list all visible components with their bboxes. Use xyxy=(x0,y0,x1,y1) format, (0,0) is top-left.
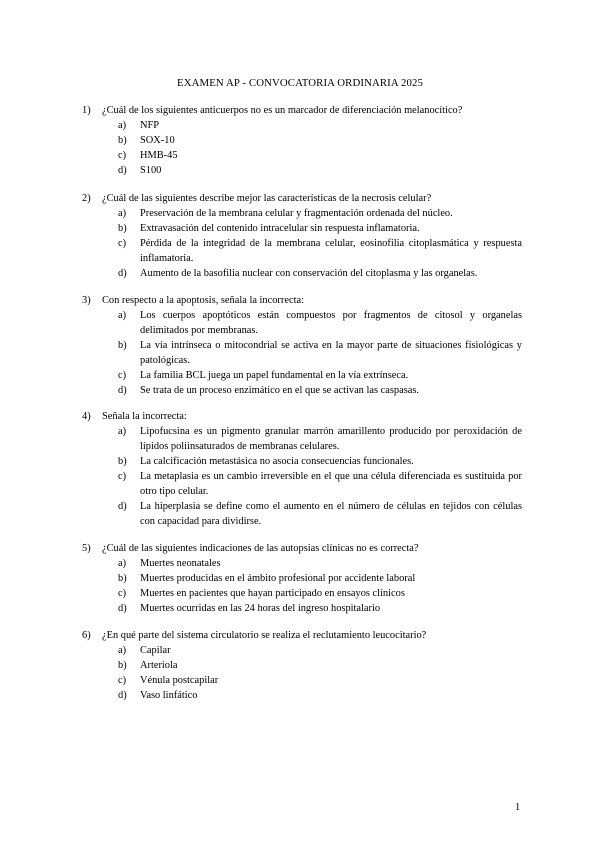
option-c xyxy=(82,368,522,383)
question-number: 3) xyxy=(82,295,91,306)
option-letter: b) xyxy=(118,340,127,351)
option-d xyxy=(82,601,522,616)
option-letter: a) xyxy=(118,310,127,321)
option-letter: c) xyxy=(118,150,127,161)
option-letter: d) xyxy=(118,385,127,396)
question-text: ¿Cuál de los siguientes anticuerpos no es un marcador de diferenciación melanocítico? xyxy=(102,105,463,116)
option-letter: c) xyxy=(118,675,127,686)
option-text: Extravasación del contenido intracelular sin respuesta inflamatoria. xyxy=(140,223,420,234)
question-number: 4) xyxy=(82,411,91,422)
option-letter: d) xyxy=(118,501,127,512)
option-b xyxy=(82,221,522,236)
option-text: Pérdida de la integridad de la membrana celular, eosinofilia citoplasmática y respuesta inflamatoria. xyxy=(140,238,522,264)
option-letter: a) xyxy=(118,558,127,569)
option-text: S100 xyxy=(140,165,162,176)
question-text: Señala la incorrecta: xyxy=(102,411,187,422)
option-letter: b) xyxy=(118,660,127,671)
option-a xyxy=(82,424,522,454)
option-d xyxy=(82,688,522,703)
option-letter: b) xyxy=(118,456,127,467)
option-text: HMB-45 xyxy=(140,150,178,161)
question-1 xyxy=(82,103,522,178)
question-number: 1) xyxy=(82,105,91,116)
option-c xyxy=(82,469,522,499)
option-letter: c) xyxy=(118,370,127,381)
option-text: La vía intrínseca o mitocondrial se activa en la mayor parte de situaciones fisiológicas y patológicas. xyxy=(140,340,522,366)
option-c xyxy=(82,148,522,163)
option-text: Muertes neonatales xyxy=(140,558,221,569)
option-text: La calcificación metastásica no asocia consecuencias funcionales. xyxy=(140,456,414,467)
option-letter: c) xyxy=(118,471,127,482)
option-text: La familia BCL juega un papel fundamental en la vía extrínseca. xyxy=(140,370,409,381)
question-text: ¿En qué parte del sistema circulatorio se realiza el reclutamiento leucocitario? xyxy=(102,630,427,641)
option-d xyxy=(82,163,522,178)
option-b xyxy=(82,133,522,148)
option-d xyxy=(82,383,522,398)
page-number: 1 xyxy=(515,802,521,813)
option-b xyxy=(82,454,522,469)
question-2 xyxy=(82,191,522,281)
option-a xyxy=(82,206,522,221)
question-text: Con respecto a la apoptosis, señala la incorrecta: xyxy=(102,295,304,306)
option-c xyxy=(82,236,522,266)
option-a xyxy=(82,556,522,571)
option-letter: a) xyxy=(118,426,127,437)
option-letter: b) xyxy=(118,223,127,234)
option-letter: d) xyxy=(118,268,127,279)
option-text: Aumento de la basofilia nuclear con conservación del citoplasma y las organelas. xyxy=(140,268,478,279)
option-a xyxy=(82,308,522,338)
option-c xyxy=(82,586,522,601)
option-letter: a) xyxy=(118,208,127,219)
option-d xyxy=(82,266,522,281)
option-text: Lipofucsina es un pigmento granular marrón amarillento producido por peroxidación de lípidos poliinsaturados de membranas celulares. xyxy=(140,426,522,452)
question-number: 6) xyxy=(82,630,91,641)
question-text: ¿Cuál de las siguientes indicaciones de las autopsias clínicas no es correcta? xyxy=(102,543,419,554)
option-letter: b) xyxy=(118,135,127,146)
option-text: Muertes en pacientes que hayan participado en ensayos clínicos xyxy=(140,588,405,599)
option-letter: c) xyxy=(118,238,127,249)
question-3 xyxy=(82,293,522,398)
option-b xyxy=(82,658,522,673)
question-text: ¿Cuál de las siguientes describe mejor las características de la necrosis celular? xyxy=(102,193,432,204)
option-text: Preservación de la membrana celular y fragmentación ordenada del núcleo. xyxy=(140,208,453,219)
option-letter: c) xyxy=(118,588,127,599)
page-title: EXAMEN AP - CONVOCATORIA ORDINARIA 2025 xyxy=(177,77,423,89)
option-text: La hiperplasia se define como el aumento en el número de células en tejidos con células con capacidad para dividirse. xyxy=(140,501,522,527)
question-5 xyxy=(82,541,522,616)
option-text: SOX-10 xyxy=(140,135,175,146)
option-b xyxy=(82,571,522,586)
option-letter: a) xyxy=(118,120,127,131)
option-c xyxy=(82,673,522,688)
option-text: La metaplasia es un cambio irreversible en el que una célula diferenciada es sustituida por otro tipo celular. xyxy=(140,471,522,497)
option-b xyxy=(82,338,522,368)
question-number: 5) xyxy=(82,543,91,554)
option-letter: b) xyxy=(118,573,127,584)
option-letter: a) xyxy=(118,645,127,656)
option-text: Capilar xyxy=(140,645,171,656)
option-letter: d) xyxy=(118,603,127,614)
option-text: NFP xyxy=(140,120,160,131)
question-number: 2) xyxy=(82,193,91,204)
option-text: Los cuerpos apoptóticos están compuestos por fragmentos de citosol y organelas delimitados por membranas. xyxy=(140,310,522,336)
option-a xyxy=(82,118,522,133)
option-text: Muertes producidas en el ámbito profesional por accidente laboral xyxy=(140,573,416,584)
option-letter: d) xyxy=(118,690,127,701)
option-a xyxy=(82,643,522,658)
option-text: Se trata de un proceso enzimático en el que se activan las caspasas. xyxy=(140,385,419,396)
option-letter: d) xyxy=(118,165,127,176)
option-text: Vénula postcapilar xyxy=(140,675,219,686)
option-text: Arteriola xyxy=(140,660,178,671)
option-text: Muertes ocurridas en las 24 horas del ingreso hospitalario xyxy=(140,603,381,614)
option-text: Vaso linfático xyxy=(140,690,198,701)
question-6 xyxy=(82,628,522,703)
question-4 xyxy=(82,409,522,529)
option-d xyxy=(82,499,522,529)
